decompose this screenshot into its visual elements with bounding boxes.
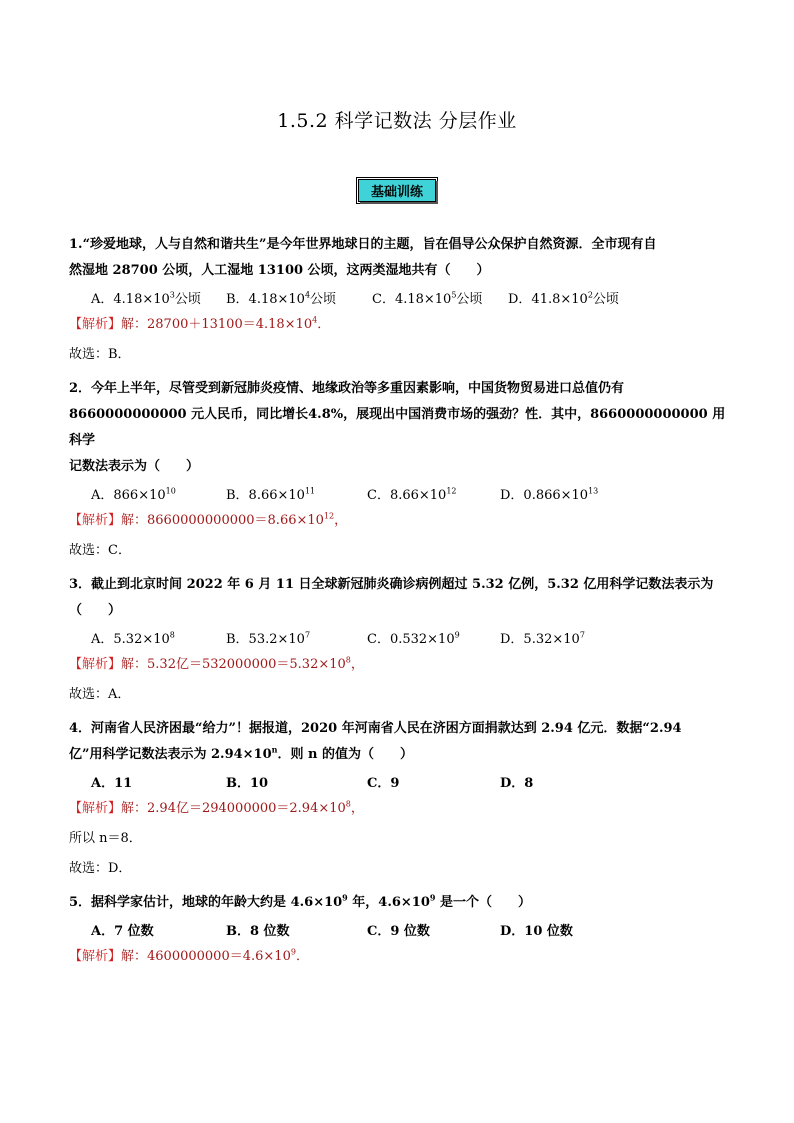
- section-label-box: [356, 177, 438, 204]
- option-list: [91, 487, 729, 505]
- section-label: 基础训练: [358, 179, 436, 202]
- question-3: [69, 572, 729, 704]
- option-d: D．$41.8\times 10^2$公顷: [508, 290, 619, 307]
- option-c: C．$0.532\times 10^9$: [367, 630, 460, 647]
- page-title: 1.5.2 科学记数法 分层作业: [277, 110, 517, 132]
- option-a: A．$866\times 10^{10}$: [91, 486, 176, 503]
- option-b: B．8 位数: [226, 924, 290, 939]
- answer: 故选：B．: [69, 347, 131, 362]
- option-a: A．11: [91, 776, 133, 791]
- option-a: A．7 位数: [91, 924, 154, 939]
- option-list: [91, 291, 729, 309]
- question-1: [69, 232, 729, 364]
- question-list: [69, 232, 729, 966]
- option-d: D．10 位数: [500, 924, 573, 939]
- solution: 【解析】解：5.32亿$=532000000=5.32\times 10^8$，: [69, 655, 364, 672]
- option-c: C．9 位数: [367, 924, 430, 939]
- answer: 故选：C．: [69, 543, 131, 558]
- solution: 【解析】解：$8660000000000=8.66\times 10^{12}$，: [69, 511, 348, 528]
- answer: 故选：A．: [69, 687, 131, 702]
- option-a: A．$4.18\times 10^3$公顷: [91, 290, 201, 307]
- solution: 【解析】解：$4600000000=4.6\times 10^9$．: [69, 947, 309, 964]
- option-list: [91, 923, 729, 941]
- option-c: C．$4.18\times 10^5$公顷: [372, 290, 483, 307]
- section-header: [0, 177, 794, 204]
- solution: 【解析】解：2.94亿$=294000000=2.94\times 10^8$，: [69, 799, 364, 816]
- solution: 【解析】解：$28700+13100=4.18\times 10^4$．: [69, 315, 331, 332]
- option-list: [91, 631, 729, 649]
- question-4: [69, 716, 729, 878]
- option-b: B．10: [226, 776, 269, 791]
- question-stem: 3．截止到北京时间 2022 年 6 月 11 日全球新冠肺炎确诊病例超过 5.32 亿例，5.32 亿用科学记数法表示为 （ ）: [69, 577, 714, 618]
- question-5: [69, 890, 729, 966]
- answer: 故选：D．: [69, 861, 132, 876]
- option-b: B．$8.66\times 10^{11}$: [226, 486, 316, 503]
- option-b: B．$53.2\times 10^7$: [226, 630, 311, 647]
- question-stem: 5．据科学家估计，地球的年龄大约是 $4.6\times 10^9$ 年，$4.6\times 10^9$ 是一个（ ）: [69, 892, 531, 910]
- question-2: [69, 376, 729, 560]
- option-c: C．9: [367, 776, 400, 791]
- solution-conclusion: 所以 n＝8．: [69, 831, 142, 846]
- option-list: [91, 775, 729, 793]
- question-stem: 4．河南省人民济困最“给力”！据报道，2020 年河南省人民在济困方面捐款达到 2.94 亿元．数据“2.94 亿”用科学记数法表示为 $2.94\times 10^n$．则 n 的值为（ ）: [69, 721, 682, 762]
- option-d: D．$0.866\times 10^{13}$: [500, 486, 599, 503]
- option-d: D．8: [500, 776, 534, 791]
- option-d: D．$5.32\times 10^7$: [500, 630, 585, 647]
- option-a: A．$5.32\times 10^8$: [91, 630, 175, 647]
- option-c: C．$8.66\times 10^{12}$: [367, 486, 457, 503]
- question-stem: 1.“珍爱地球，人与自然和谐共生”是今年世界地球日的主题，旨在倡导公众保护自然资源．全市现有自 然湿地 28700 公顷，人工湿地 13100 公顷，这两类湿地共有（ ）: [69, 237, 657, 278]
- option-b: B．$4.18\times 10^4$公顷: [226, 290, 337, 307]
- question-stem: 2．今年上半年，尽管受到新冠肺炎疫情、地缘政治等多重因素影响，中国货物贸易进口总值仍有 8660000000000 元人民币，同比增长4.8%，展现出中国消费市场的强劲？性．其中，8660000000000 用科学 记数法表示为（ ）: [69, 381, 726, 474]
